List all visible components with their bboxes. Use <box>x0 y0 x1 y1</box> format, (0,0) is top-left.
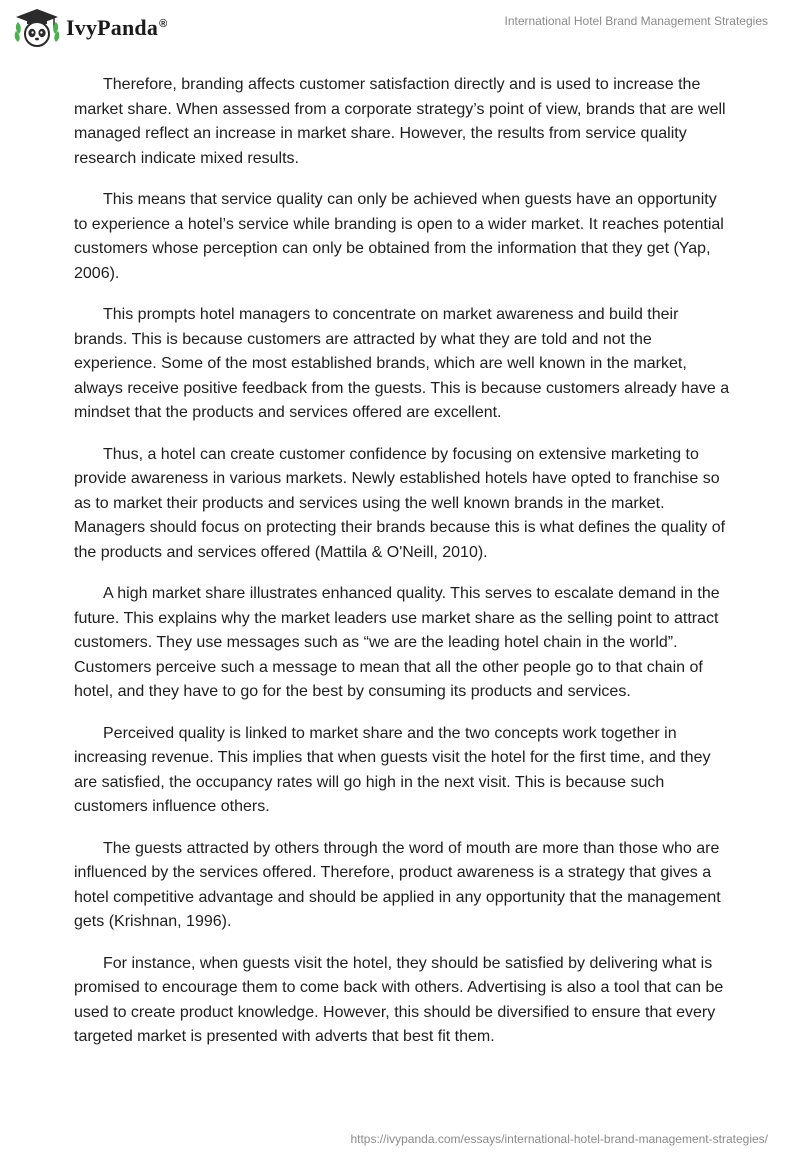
paragraph: Perceived quality is linked to market share and the two concepts work together in increasing revenue. This implies that when guests visit the hotel for the first time, and they are satisfied, the occupancy rates will go high in the next visit. This is because such customers influence others. <box>74 724 711 815</box>
paragraph: Therefore, branding affects customer satisfaction directly and is used to increase the market share. When assessed from a corporate strategy’s point of view, brands that are well managed reflect an increase in market share. However, the results from service quality research indicate mixed results. <box>74 76 726 167</box>
paragraph: A high market share illustrates enhanced quality. This serves to escalate demand in the future. This explains why the market leaders use market share as the selling point to attract customers. They use messages such as “we are the leading hotel chain in the world”. Customers perceive such a message to mean that all the other people go to that chain of hotel, and they have to go for the best by consuming its products and services. <box>74 585 720 700</box>
panda-graduate-icon <box>14 8 60 48</box>
document-title: International Hotel Brand Management Strategies <box>504 14 768 28</box>
essay-body <box>74 73 734 1067</box>
paragraph: This means that service quality can only be achieved when guests have an opportunity to experience a hotel’s service while branding is open to a wider market. It reaches potential customers whose perception can only be obtained from the information that they get (Yap, 2006). <box>74 191 724 282</box>
logo-wordmark: IvyPanda® <box>66 15 168 40</box>
paragraph: The guests attracted by others through the word of mouth are more than those who are influenced by the services offered. Therefore, product awareness is a strategy that gives a hotel competitive advantage and should be applied in any opportunity that the management gets (Krishnan, 1996). <box>74 839 721 930</box>
paragraph: This prompts hotel managers to concentrate on market awareness and build their brands. This is because customers are attracted by what they are told and not the experience. Some of the most established brands, which are well known in the market, always receive positive feedback from the guests. This is because customers already have a mindset that the products and services offered are excellent. <box>74 306 730 421</box>
paragraph: For instance, when guests visit the hotel, they should be satisfied by delivering what is promised to encourage them to come back with others. Advertising is also a tool that can be used to create product knowledge. However, this should be diversified to ensure that every targeted market is presented with adverts that best fit them. <box>74 954 724 1045</box>
ivypanda-logo[interactable] <box>14 8 167 48</box>
paragraph: Thus, a hotel can create customer confidence by focusing on extensive marketing to provide awareness in various markets. Newly established hotels have opted to franchise so as to market their products and services using the well known brands in the market. Managers should focus on protecting their brands because this is what defines the quality of the products and services offered (Mattila & O'Neill, 2010). <box>74 445 726 561</box>
page-header <box>0 0 800 60</box>
source-url[interactable]: https://ivypanda.com/essays/international-hotel-brand-management-strategies/ <box>350 1132 768 1146</box>
